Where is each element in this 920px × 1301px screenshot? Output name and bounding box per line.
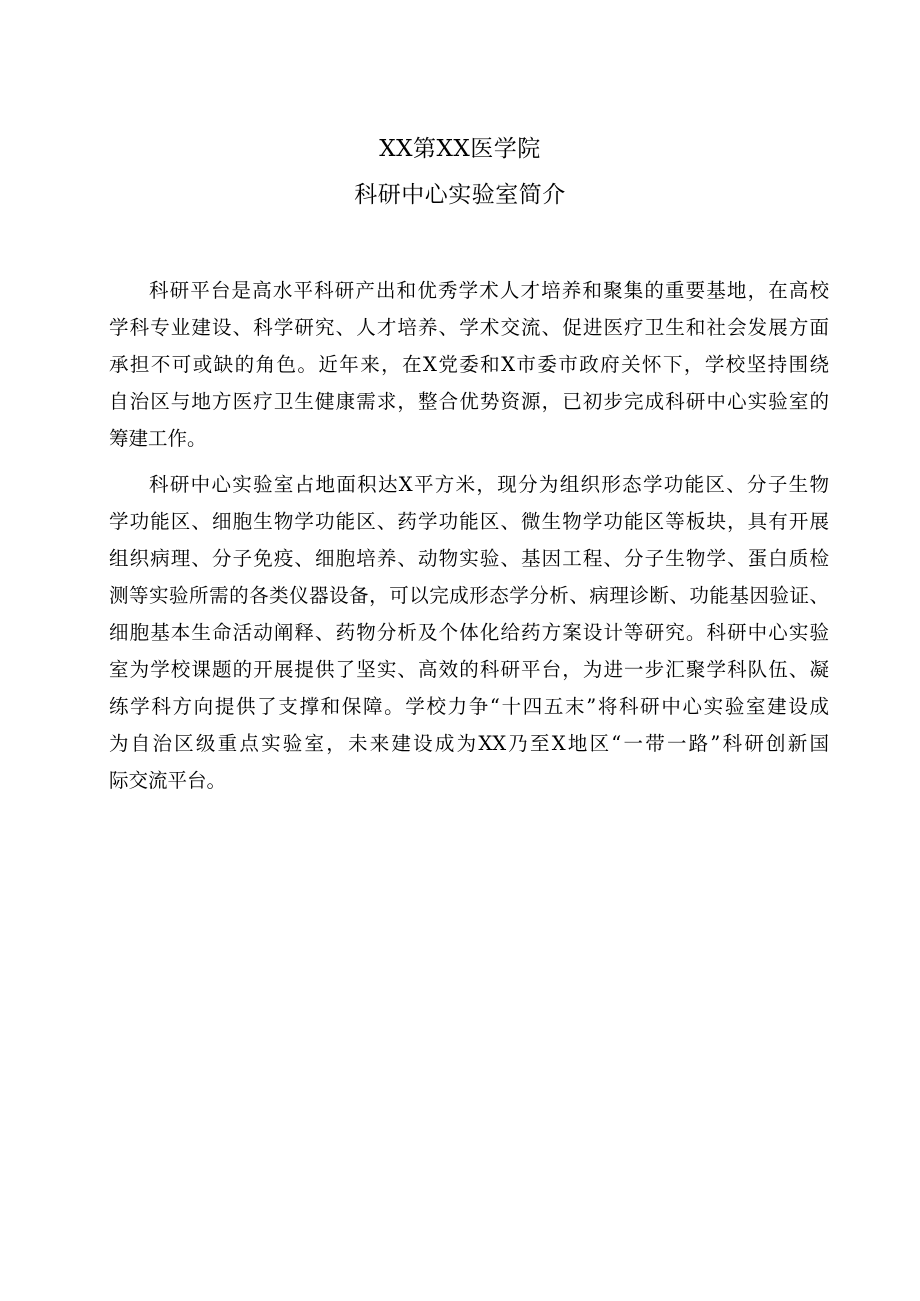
paragraph-line: 科研平台是高水平科研产出和优秀学术人才培养和聚集的重要基地，在高校 — [149, 279, 829, 302]
title-subject: 科研中心实验室简介 — [354, 182, 566, 208]
paragraph-line: 细胞基本生命活动阐释、药物分析及个体化给药方案设计等研究。科研中心实验 — [109, 621, 829, 644]
paragraph-line: 科研中心实验室占地面积达X平方米，现分为组织形态学功能区、分子生物 — [149, 473, 829, 496]
paragraph-line: 组织病理、分子免疫、细胞培养、动物实验、基因工程、分子生物学、蛋白质检 — [109, 547, 829, 570]
paragraph-line: 承担不可或缺的角色。近年来，在X党委和X市委市政府关怀下，学校坚持围绕 — [109, 353, 829, 376]
paragraph-line: 际交流平台。 — [109, 769, 227, 792]
paragraph-line: 练学科方向提供了支撑和保障。学校力争“十四五末”将科研中心实验室建设成 — [109, 695, 829, 718]
paragraph-line: 为自治区级重点实验室，未来建设成为XX乃至X地区“一带一路”科研创新国 — [109, 732, 829, 755]
paragraph-line: 测等实验所需的各类仪器设备，可以完成形态学分析、病理诊断、功能基因验证、 — [109, 584, 829, 607]
paragraph-2 — [109, 466, 829, 799]
document-title — [0, 126, 920, 218]
title-institution: XX第XX医学院 — [379, 136, 541, 162]
paragraph-1 — [109, 272, 829, 457]
paragraph-line: 学科专业建设、科学研究、人才培养、学术交流、促进医疗卫生和社会发展方面 — [109, 316, 829, 339]
paragraph-line: 学功能区、细胞生物学功能区、药学功能区、微生物学功能区等板块，具有开展 — [109, 510, 829, 533]
paragraph-line: 自治区与地方医疗卫生健康需求，整合优势资源，已初步完成科研中心实验室的 — [109, 390, 829, 413]
paragraph-line: 室为学校课题的开展提供了坚实、高效的科研平台，为进一步汇聚学科队伍、凝 — [109, 658, 829, 681]
document-body — [109, 272, 829, 799]
paragraph-gap — [109, 457, 829, 466]
paragraph-line: 筹建工作。 — [109, 427, 207, 450]
